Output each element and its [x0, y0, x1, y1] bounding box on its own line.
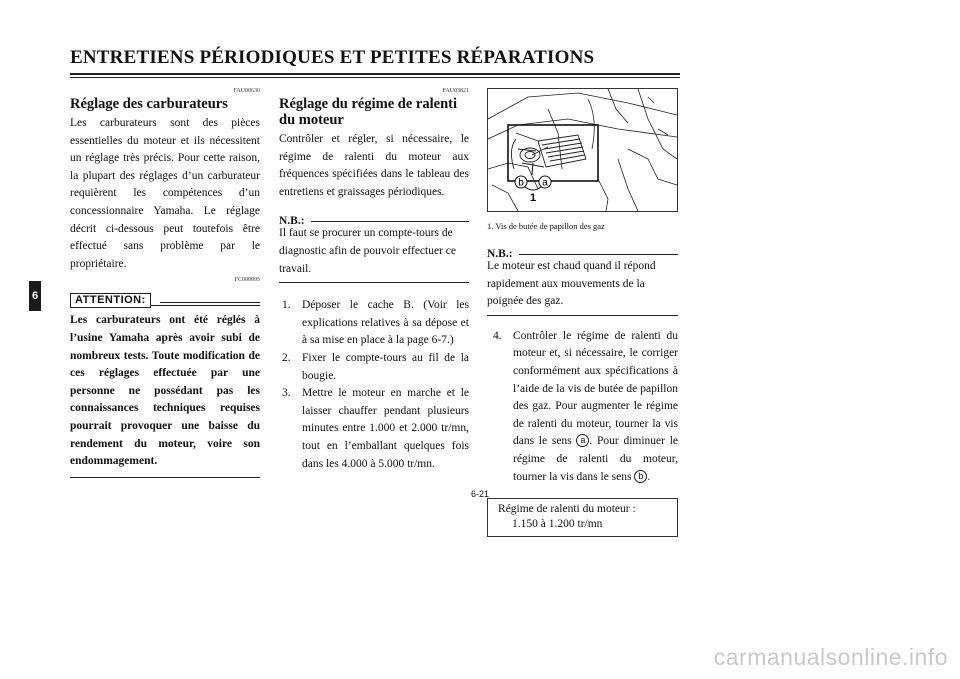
attention-end-rule	[70, 477, 260, 478]
attention-label: ATTENTION:	[70, 293, 151, 308]
attention-code: FC000095	[234, 277, 260, 284]
note-rule	[311, 221, 469, 222]
attention-rule	[160, 302, 260, 303]
carburettor-illustration	[487, 88, 678, 212]
chapter-tab: 6	[29, 281, 41, 311]
attention-header	[70, 290, 260, 306]
marker-b: b	[518, 177, 524, 189]
section-heading: Réglage des carburateurs	[70, 96, 228, 112]
specification-box	[487, 498, 678, 537]
mark-b-icon: b	[634, 470, 647, 483]
header-rule-thin	[70, 77, 680, 78]
section-heading: Réglage du régime de ralenti du moteur	[279, 96, 457, 128]
header-rule-thick	[70, 73, 680, 75]
marker-a: a	[542, 177, 548, 189]
step-list	[279, 297, 469, 473]
note-label: N.B.:	[279, 215, 309, 227]
list-item: 1. Déposer le cache B. (Voir les explications relatives à sa dépose et à sa mise en place à la page 6-7.)	[282, 299, 469, 347]
watermark: carmanualsonline.info	[713, 644, 948, 670]
column-idle-speed	[279, 88, 469, 473]
attention-text: Les carburateurs ont été réglés à l’usine Yamaha après avoir subi de nombreux tests. Toute modification de ces réglages effectuée par une personne ne possédant pas les connaissances techniques requises pourrait provoquer une baisse du rendement du moteur, voire son endommagement.	[70, 314, 260, 468]
note-header	[279, 211, 469, 228]
note-end-rule	[487, 315, 678, 316]
figure-caption: 1. Vis de butée de papillon des gaz	[487, 221, 605, 231]
section-body: Les carburateurs sont des pièces essentielles du moteur et ils nécessitent un réglage très précis. Pour cette raison, la plupart des réglages d’un carburateur requièrent les compétences d’un concessionnaire Yamaha. Le réglage décrit ci-dessous peut toutefois être effectué sans problème par le propriétaire.	[70, 117, 260, 270]
spec-label: Régime de ralenti du moteur :	[498, 503, 636, 516]
note-text: Il faut se procurer un compte-tours de diagnostic afin de pouvoir effectuer ce travail.	[279, 227, 457, 275]
step-list	[487, 328, 678, 486]
callout-number: 1	[529, 192, 537, 204]
page-number: 6-21	[470, 489, 489, 499]
spec-value: 1.150 à 1.200 tr/mn	[512, 518, 603, 531]
note-header	[487, 244, 678, 258]
list-item: 3. Mettre le moteur en marche et le laisser chauffer pendant plusieurs minutes entre 1.000 et 2.000 tr/mn, tout en l’emballant quelques fois dans les 4.000 à 5.000 tr/mn.	[282, 387, 469, 470]
list-item: 4. Contrôler le régime de ralenti du moteur et, si nécessaire, le corriger conformément aux spécifications à l’aide de la vis de butée de papillon des gaz. Pour augmenter le régime de ralenti du moteur, tourner la vis dans le sens a . Pour diminuer le régime de ralenti du moteur, tourner la vis dans le sens b .	[493, 329, 679, 483]
engine-drawing-icon	[488, 89, 677, 211]
section-body: Contrôler et régler, si nécessaire, le régime de ralenti du moteur aux fréquences spécifiées dans le tableau des entretiens et graissages périodiques.	[279, 133, 469, 198]
note-label: N.B.:	[487, 248, 517, 260]
list-item: 2. Fixer le compte-tours au fil de la bougie.	[282, 351, 469, 382]
page-header	[70, 47, 680, 78]
column-carburettor-adjustment	[70, 88, 260, 478]
page-title: ENTRETIENS PÉRIODIQUES ET PETITES RÉPARATIONS	[70, 47, 595, 68]
note-end-rule	[279, 282, 469, 283]
section-code: FAU00630	[233, 88, 260, 94]
section-code: FAU03821	[442, 88, 469, 94]
mark-a-icon: a	[576, 434, 589, 447]
note-rule	[519, 254, 678, 255]
note-text: Le moteur est chaud quand il répond rapidement aux mouvements de la poignée des gaz.	[487, 260, 656, 308]
column-figure-and-step4	[487, 88, 678, 537]
